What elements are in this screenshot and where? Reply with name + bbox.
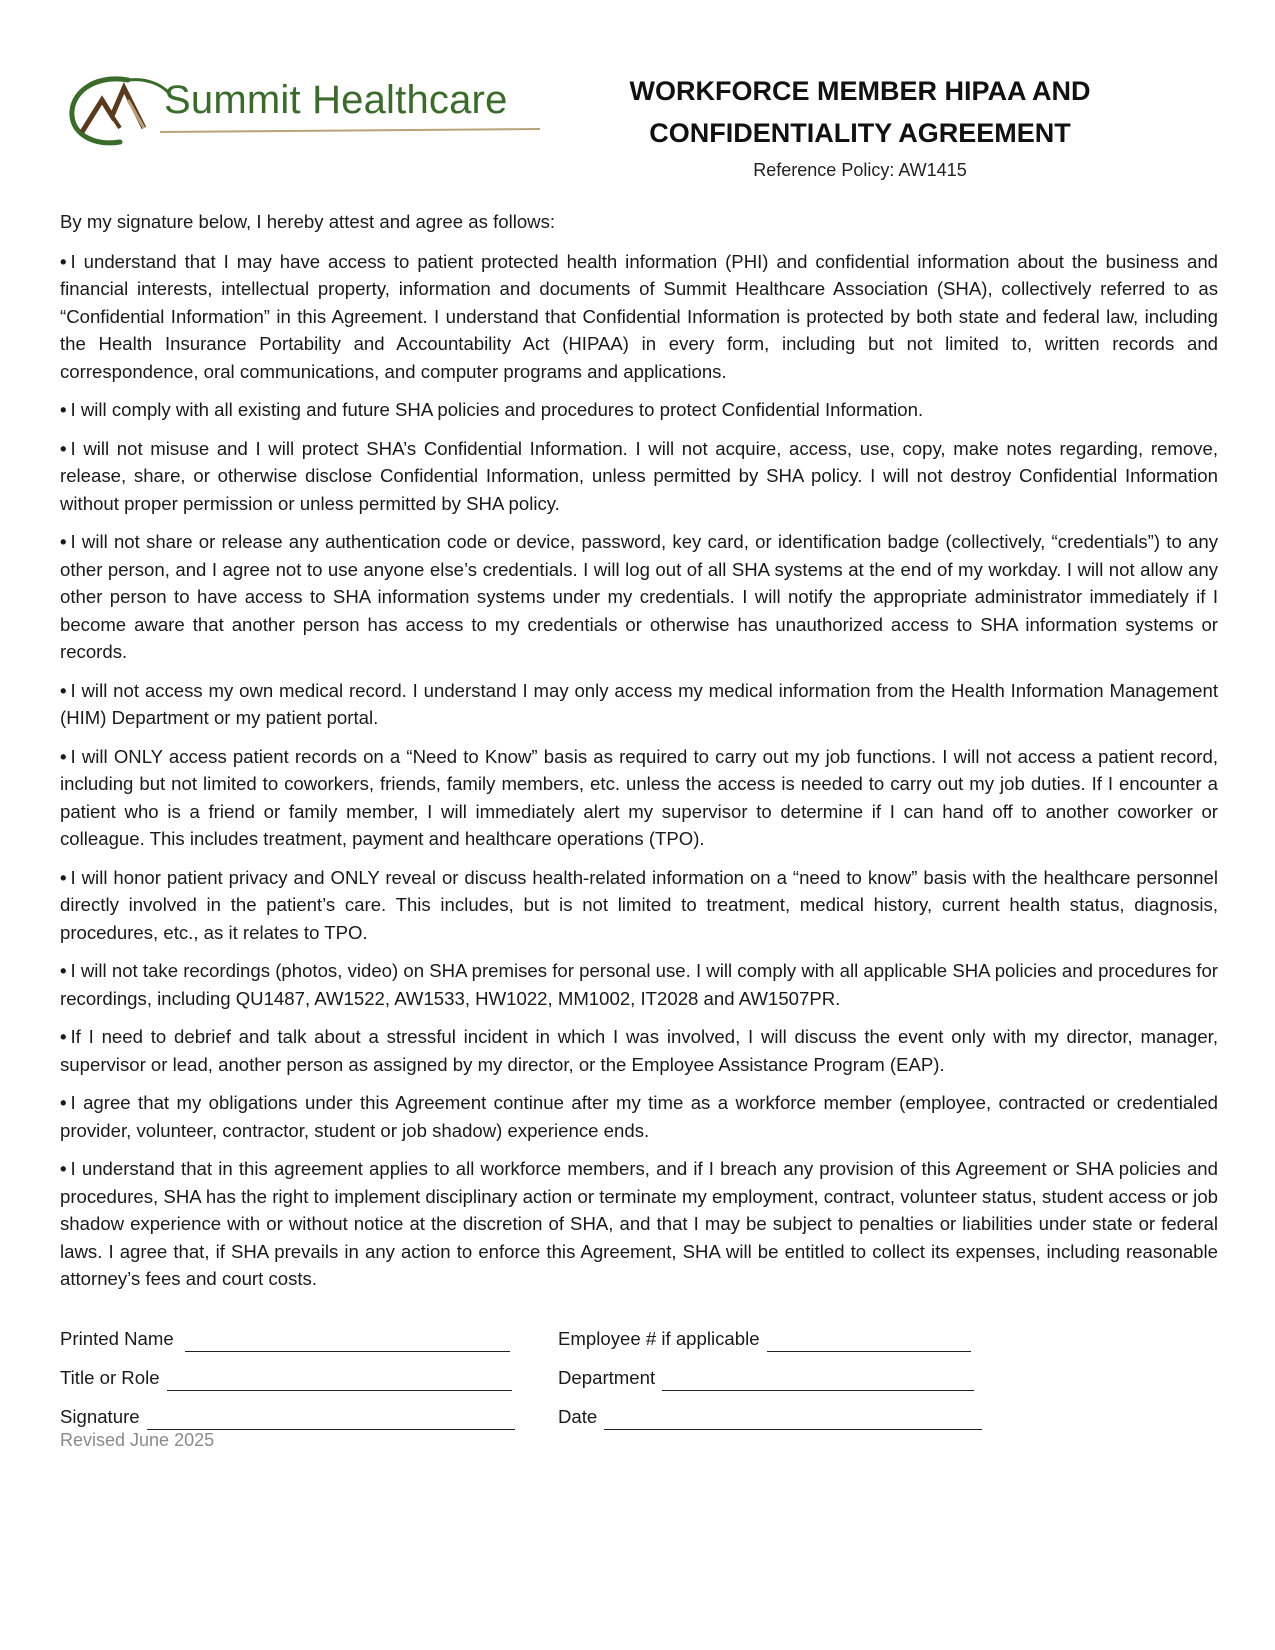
bullet-icon: • [60,399,67,420]
paragraph-text: I will ONLY access patient records on a “Need to Know” basis as required to carry out my job functions. I will not access a patient record, including but not limited to coworkers, friends, family members, etc. unless the access is needed to carry out my job duties. If I encounter a patient who is a friend or family member, I will immediately alert my supervisor to determine if I can hand off to another coworker or colleague. This includes treatment, payment and healthcare operations (TPO). [60,745,1218,849]
paragraph-text: I will not misuse and I will protect SHA’s Confidential Information. I will not acquire, access, use, copy, make notes regarding, remove, release, share, or otherwise disclose Confidential Information, unless permitted by SHA policy. I will not destroy Confidential Information without proper permission or unless permitted by SHA policy. [60,437,1218,514]
agreement-body [60,208,1218,1304]
paragraph-text: I will not take recordings (photos, video) on SHA premises for personal use. I will comply with all applicable SHA policies and procedures for recordings, including QU1487, AW1522, AW1533, HW1022, MM1002, IT2028 and AW1507PR. [60,960,1218,1009]
date-field[interactable] [558,1403,988,1430]
reference-policy: Reference Policy: AW1415 [753,160,967,180]
title-role-line[interactable] [167,1368,512,1391]
paragraph-text: I will comply with all existing and future SHA policies and procedures to protect Confidential Information. [70,399,924,420]
intro-statement: By my signature below, I hereby attest and agree as follows: [60,211,556,232]
signature-field[interactable] [60,1403,515,1430]
document-title-line-2: CONFIDENTIALITY AGREEMENT [649,118,1071,148]
document-title-line-1: WORKFORCE MEMBER HIPAA AND [629,76,1091,106]
revision-date: Revised June 2025 [60,1430,215,1450]
title-role-field[interactable] [60,1364,515,1391]
signature-row-2 [60,1364,1218,1403]
employee-number-field[interactable] [558,1325,988,1352]
agreement-paragraph-11 [60,1155,1218,1293]
logo-wordmark: Summit Healthcare [164,78,508,122]
printed-name-line[interactable] [185,1329,510,1352]
bullet-icon: • [60,437,67,459]
agreement-paragraph-5 [60,677,1218,732]
signature-line[interactable] [147,1407,515,1430]
signature-row-1 [60,1325,1218,1364]
bullet-icon: • [60,531,67,552]
agreement-paragraph-3 [60,435,1218,518]
paragraph-text: I agree that my obligations under this Agreement continue after my time as a workforce member (employee, contracted or credentialed provider, volunteer, contractor, student or job shadow) experience ends. [60,1092,1218,1141]
date-line[interactable] [604,1407,982,1430]
bullet-icon: • [60,745,67,767]
agreement-paragraph-6 [60,743,1218,853]
bullet-icon: • [60,960,67,981]
paragraph-text: I will not access my own medical record. I understand I may only access my medical information from the Health Information Management (HIM) Department or my patient portal. [60,679,1218,728]
logo-underline-icon [160,126,540,136]
bullet-icon: • [60,250,67,272]
printed-name-label: Printed Name [60,1328,174,1349]
bullet-icon: • [60,866,67,888]
mountain-logo-icon [68,70,178,156]
bullet-icon: • [60,1026,67,1047]
agreement-paragraph-2 [60,396,1218,424]
paragraph-text: I understand that I may have access to patient protected health information (PHI) and confidential information about the business and financial interests, intellectual property, information and documents of Summit Healthcare Association (SHA), collectively referred to as “Confidential Information” in this Agreement. I understand that Confidential Information is protected by both state and federal law, including the Health Insurance Portability and Accountability Act (HIPAA) in every form, including but not limited to, written records and correspondence, oral communications, and computer programs and applications. [60,250,1218,382]
agreement-paragraph-4 [60,528,1218,666]
bullet-icon: • [60,1092,67,1113]
bullet-icon: • [60,679,67,701]
department-label: Department [558,1367,656,1388]
agreement-paragraph-9 [60,1023,1218,1078]
department-field[interactable] [558,1364,988,1391]
signature-section [60,1325,1218,1442]
signature-row-3 [60,1403,1218,1442]
agreement-paragraph-7 [60,864,1218,947]
signature-label: Signature [60,1406,140,1427]
bullet-icon: • [60,1158,67,1179]
agreement-paragraph-8 [60,957,1218,1012]
employee-number-line[interactable] [767,1329,971,1352]
summit-healthcare-logo [68,70,548,156]
printed-name-field[interactable] [60,1325,515,1352]
date-label: Date [558,1406,598,1427]
title-role-label: Title or Role [60,1367,160,1388]
paragraph-text: I will honor patient privacy and ONLY reveal or discuss health-related information on a “need to know” basis with the healthcare personnel directly involved in the patient’s care. This includes, but is not limited to treatment, medical history, current health status, diagnosis, procedures, etc., as it relates to TPO. [60,866,1218,943]
agreement-paragraph-1 [60,248,1218,386]
paragraph-text: If I need to debrief and talk about a stressful incident in which I was involved, I will discuss the event only with my director, manager, supervisor or lead, another person as assigned by my director, or the Employee Assistance Program (EAP). [60,1026,1218,1075]
employee-number-label: Employee # if applicable [558,1328,760,1349]
agreement-paragraph-10 [60,1089,1218,1144]
paragraph-text: I will not share or release any authentication code or device, password, key card, or identification badge (collectively, “credentials”) to any other person, and I agree not to use anyone else’s credentials. I will log out of all SHA systems at the end of my workday. I will not allow any other person to have access to SHA information systems under my credentials. I will notify the appropriate administrator immediately if I become aware that another person has access to my credentials or otherwise has unauthorized access to SHA information systems or records. [60,531,1218,662]
department-line[interactable] [662,1368,974,1391]
document-title-block [600,70,1120,184]
paragraph-text: I understand that in this agreement applies to all workforce members, and if I breach any provision of this Agreement or SHA policies and procedures, SHA has the right to implement disciplinary action or terminate my employment, contract, volunteer status, student access or job shadow experience with or without notice at the discretion of SHA, and that I may be subject to penalties or liabilities under state or federal laws. I agree that, if SHA prevails in any action to enforce this Agreement, SHA will be entitled to collect its expenses, including reasonable attorney’s fees and court costs. [60,1158,1218,1289]
